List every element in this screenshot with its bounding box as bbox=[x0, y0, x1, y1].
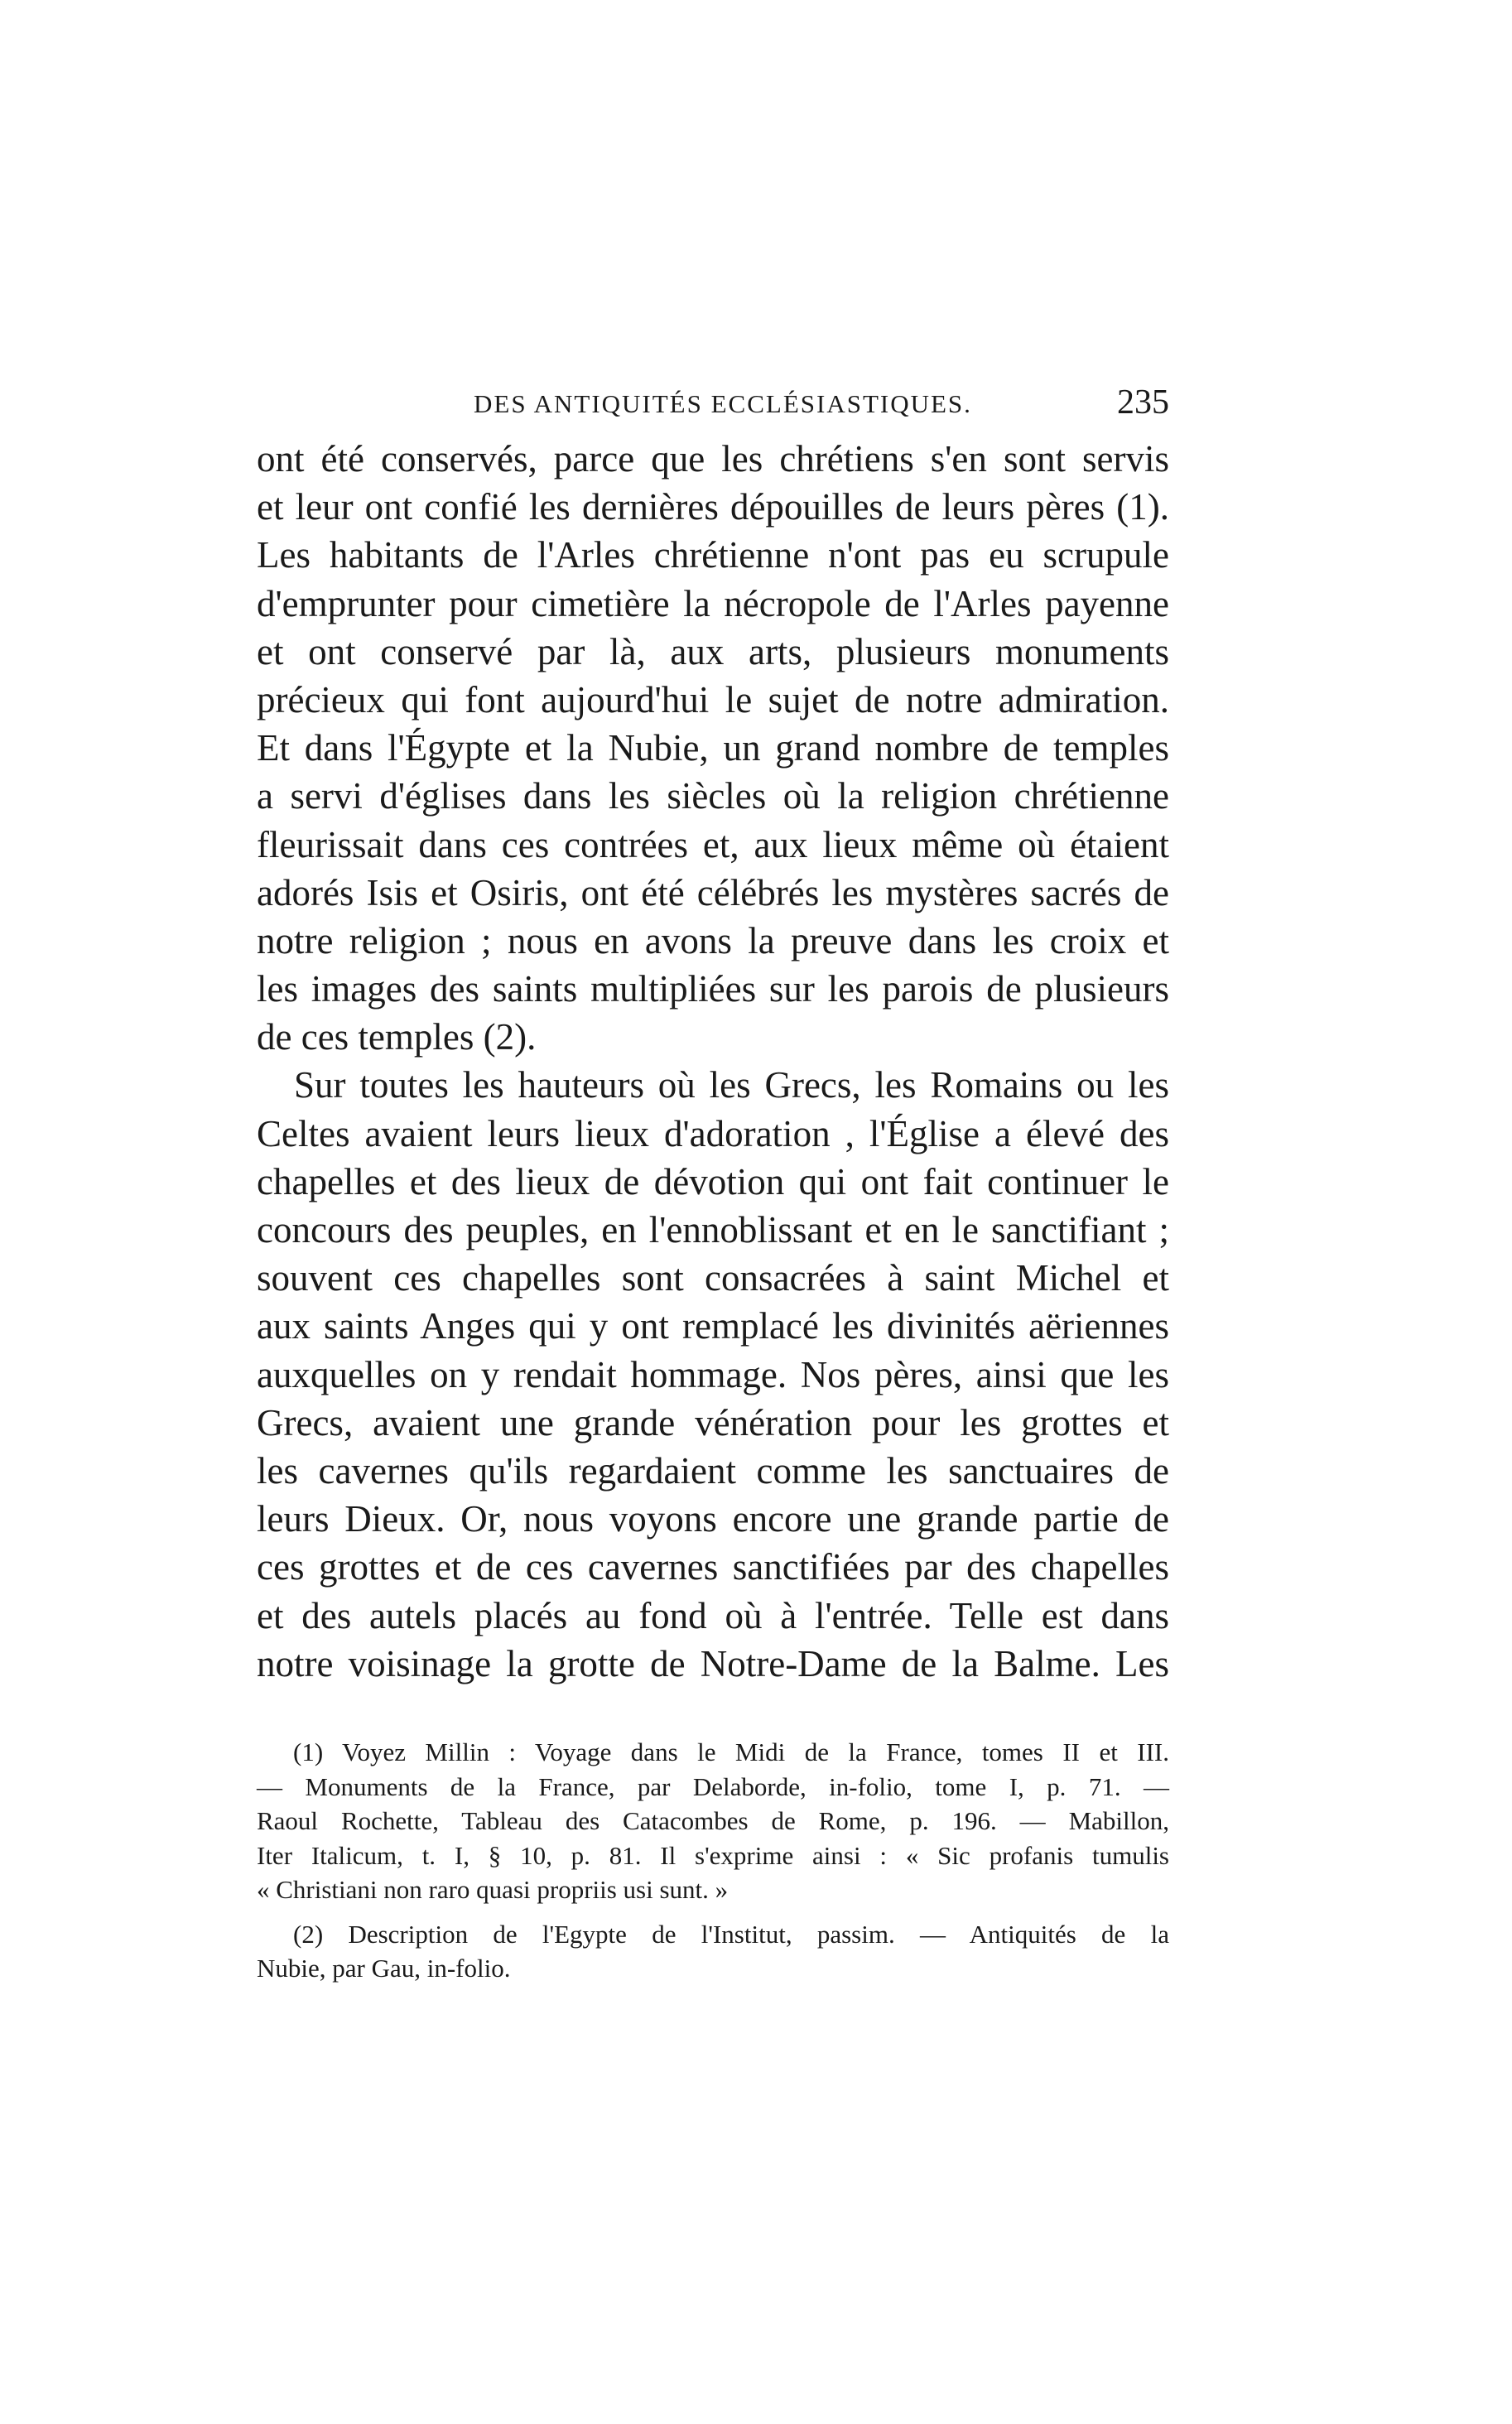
text-line: les images des saints multipliées sur les parois de plusieurs bbox=[257, 968, 1169, 1010]
footnote-line: (2) Description de l'Egypte de l'Institut, passim. — Antiquités de la bbox=[293, 1919, 1169, 1949]
text-line: adorés Isis et Osiris, ont été célébrés les mystères sacrés de bbox=[257, 871, 1169, 913]
page-number: 235 bbox=[1117, 383, 1169, 422]
text-line: notre voisinage la grotte de Notre-Dame de la Balme. Les bbox=[257, 1642, 1169, 1684]
running-head bbox=[257, 383, 1169, 432]
footnote-line: Raoul Rochette, Tableau des Catacombes de Rome, p. 196. — Mabillon, bbox=[257, 1806, 1169, 1835]
text-line: souvent ces chapelles sont consacrées à saint Michel et bbox=[257, 1257, 1169, 1299]
footnote-line: Iter Italicum, t. I, § 10, p. 81. Il s'exprime ainsi : « Sic profanis tumulis bbox=[257, 1840, 1169, 1870]
text-line: notre religion ; nous en avons la preuve dans les croix et bbox=[257, 919, 1169, 961]
text-line: d'emprunter pour cimetière la nécropole de l'Arles payenne bbox=[257, 582, 1169, 624]
footnotes bbox=[257, 1735, 1169, 1986]
text-line: a servi d'églises dans les siècles où la religion chrétienne bbox=[257, 775, 1169, 817]
running-title: DES ANTIQUITÉS ECCLÉSIASTIQUES. bbox=[474, 389, 972, 418]
text-line: aux saints Anges qui y ont remplacé les divinités aëriennes bbox=[257, 1305, 1169, 1347]
text-line: Et dans l'Égypte et la Nubie, un grand nombre de temples bbox=[257, 727, 1169, 769]
text-line: les cavernes qu'ils regardaient comme les sanctuaires de bbox=[257, 1449, 1169, 1492]
text-line: Grecs, avaient une grande vénération pour les grottes et bbox=[257, 1401, 1169, 1443]
text-line: et ont conservé par là, aux arts, plusieurs monuments bbox=[257, 630, 1169, 672]
text-line: précieux qui font aujourd'hui le sujet de notre admiration. bbox=[257, 678, 1169, 720]
text-line: fleurissait dans ces contrées et, aux lieux même où étaient bbox=[257, 823, 1169, 865]
footnote-1 bbox=[257, 1735, 1169, 1907]
text-line: leurs Dieux. Or, nous voyons encore une grande partie de bbox=[257, 1498, 1169, 1540]
text-line: chapelles et des lieux de dévotion qui ont fait continuer le bbox=[257, 1160, 1169, 1202]
text-line: et leur ont confié les dernières dépouilles de leurs pères (1). bbox=[257, 486, 1169, 528]
footnote-2 bbox=[257, 1917, 1169, 1986]
text-line: ont été conservés, parce que les chrétiens s'en sont servis bbox=[257, 438, 1169, 479]
text-line: Celtes avaient leurs lieux d'adoration , l'Église a élevé des bbox=[257, 1112, 1169, 1154]
text-line: ces grottes et de ces cavernes sanctifiées par des chapelles bbox=[257, 1546, 1169, 1588]
footnote-line: Nubie, par Gau, in-folio. bbox=[257, 1954, 511, 1983]
footnote-spacer bbox=[257, 1907, 1169, 1917]
footnote-line: (1) Voyez Millin : Voyage dans le Midi de la France, tomes II et III. bbox=[293, 1737, 1169, 1766]
footnote-line: « Christiani non raro quasi propriis usi sunt. » bbox=[257, 1875, 729, 1904]
text-line: Les habitants de l'Arles chrétienne n'ont pas eu scrupule bbox=[257, 534, 1169, 576]
text-line: auxquelles on y rendait hommage. Nos pères, ainsi que les bbox=[257, 1353, 1169, 1395]
footnote-line: — Monuments de la France, par Delaborde, in-folio, tome I, p. 71. — bbox=[257, 1771, 1169, 1801]
paragraph-start: Sur toutes les hauteurs où les Grecs, les Romains ou les bbox=[294, 1064, 1169, 1106]
body-text bbox=[257, 435, 1169, 1688]
text-line: de ces temples (2). bbox=[257, 1016, 537, 1058]
text-line: et des autels placés au fond où à l'entrée. Telle est dans bbox=[257, 1594, 1169, 1636]
text-line: concours des peuples, en l'ennoblissant et en le sanctifiant ; bbox=[257, 1209, 1169, 1251]
